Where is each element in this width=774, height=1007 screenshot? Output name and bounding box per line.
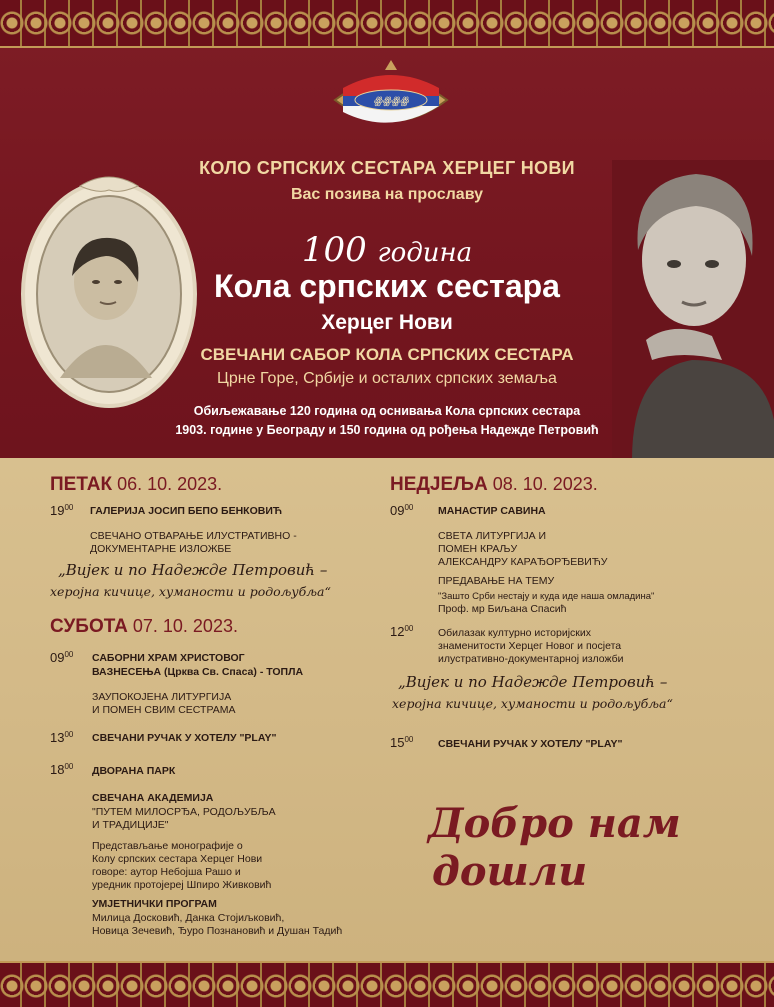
liturgy-line-2: И ПОМЕН СВИМ СЕСТРАМА — [92, 704, 236, 716]
regions-line: Црне Горе, Србије и осталих српских земаља — [217, 370, 557, 387]
liturgy-line-1: ЗАУПОКОЈЕНА ЛИТУРГИЈА — [92, 691, 232, 703]
time-13: $13^{00}$ — [50, 730, 74, 745]
portrait-photo-right — [612, 160, 774, 460]
exhibition-desc-1: СВЕЧАНО ОТВАРАЊЕ ИЛУСТРАТИВНО - — [90, 530, 297, 542]
exhibition-title-1: „Вијек и по Надежде Петровић – — [58, 561, 328, 579]
time-18: $18^{00}$ — [50, 762, 74, 777]
svg-text:ꙮꙮꙮꙮ: ꙮꙮꙮꙮ — [373, 96, 409, 107]
liturgy-sunday-2: ПОМЕН КРАЉУ — [438, 543, 518, 555]
emblem-logo — [331, 60, 451, 138]
time-09: $09^{00}$ — [50, 650, 74, 665]
tour-line-1: Обилазак културно историјских — [438, 627, 592, 639]
hall-park: ДВОРАНА ПАРК — [92, 765, 176, 777]
church-line-1: САБОРНИ ХРАМ ХРИСТОВОГ — [92, 652, 245, 664]
monograph-line-4: уредник протојереј Шпиро Живковић — [92, 879, 272, 891]
lecture-topic: "Зашто Срби нестају и куда иде наша омладина" — [438, 591, 655, 602]
years-number: 100 — [301, 230, 367, 270]
note-line-1: Обиљежавање 120 година од оснивања Кола српских сестара — [193, 404, 581, 418]
lecture-title: ПРЕДАВАЊЕ НА ТЕМУ — [438, 575, 555, 587]
friday-heading: ПЕТАК 06. 10. 2023. — [50, 474, 223, 495]
org-title: КОЛО СРПСКИХ СЕСТАРА ХЕРЦЕГ НОВИ — [199, 158, 575, 178]
liturgy-sunday-1: СВЕТА ЛИТУРГИЈА И — [438, 530, 547, 542]
welcome-line-1: Добро нам — [428, 800, 681, 847]
bottom-ornament-border — [0, 961, 774, 1007]
monograph-line-3: говоре: аутор Небојша Рашо и — [92, 866, 241, 878]
performers-line-1: Милица Досковић, Данка Стојиљковић, — [92, 912, 285, 924]
top-ornament-border — [0, 0, 774, 48]
academy-line-3: И ТРАДИЦИЈЕ" — [92, 819, 169, 831]
tour-line-2: знаменитости Херцег Новог и посјета — [438, 640, 622, 652]
time-15: $15^{00}$ — [390, 735, 414, 750]
academy-line-2: "ПУТЕМ МИЛОСРЂА, РОДОЉУБЉА — [92, 806, 276, 818]
sabor-title: СВЕЧАНИ САБОР КОЛА СРПСКИХ СЕСТАРА — [200, 345, 574, 364]
exhibition-title-2: херојна кичице, хуманости и родољубља“ — [50, 584, 331, 599]
performers-line-2: Новица Зечевић, Ђуро Познановић и Душан Тадић — [92, 925, 343, 937]
liturgy-sunday-3: АЛЕКСАНДРУ КАРАЂОРЂЕВИЋУ — [438, 556, 608, 568]
years-word: година — [377, 238, 473, 268]
time-19: $19^{00}$ — [50, 503, 74, 518]
exhibition-title-right-2: херојна кичице, хуманости и родољубља“ — [392, 696, 673, 711]
sunday-heading: НЕДЈЕЉА 08. 10. 2023. — [390, 474, 598, 495]
church-line-2: ВАЗНЕСЕЊА (Црква Св. Спаса) - ТОПЛА — [92, 666, 304, 678]
lecturer-name: Проф. мр Биљана Спасић — [438, 603, 567, 615]
time-09-sunday: $09^{00}$ — [390, 503, 414, 518]
exhibition-desc-2: ДОКУМЕНТАРНЕ ИЗЛОЖБЕ — [90, 543, 232, 555]
exhibition-title-right-1: „Вијек и по Надежде Петровић – — [398, 673, 668, 691]
note-line-2: 1903. године у Београду и 150 година од рођења Надежде Петровић — [175, 423, 599, 437]
saturday-heading: СУБОТА 07. 10. 2023. — [50, 616, 238, 637]
welcome-line-2: дошли — [432, 848, 588, 895]
time-12: $12^{00}$ — [390, 624, 414, 639]
city-title: Херцег Нови — [321, 311, 453, 334]
monograph-line-1: Представљање монографије о — [92, 840, 243, 852]
main-title: Кола српских сестара — [214, 268, 560, 304]
gallery-place: ГАЛЕРИЈА ЈОСИП БЕПО БЕНКОВИЋ — [90, 505, 283, 517]
lunch-saturday: СВЕЧАНИ РУЧАК У ХОТЕЛУ "PLAY" — [92, 732, 277, 744]
lunch-sunday: СВЕЧАНИ РУЧАК У ХОТЕЛУ "PLAY" — [438, 738, 623, 750]
monograph-line-2: Колу српских сестара Херцег Нови — [92, 853, 263, 865]
monastery-savina: МАНАСТИР САВИНА — [438, 505, 546, 517]
art-program-title: УМЈЕТНИЧКИ ПРОГРАМ — [92, 898, 217, 910]
academy-line-1: СВЕЧАНА АКАДЕМИЈА — [92, 792, 214, 804]
tour-line-3: илустративно-документарној изложби — [438, 653, 624, 665]
invite-line: Вас позива на прославу — [290, 186, 484, 203]
oval-portrait-image — [20, 172, 198, 410]
